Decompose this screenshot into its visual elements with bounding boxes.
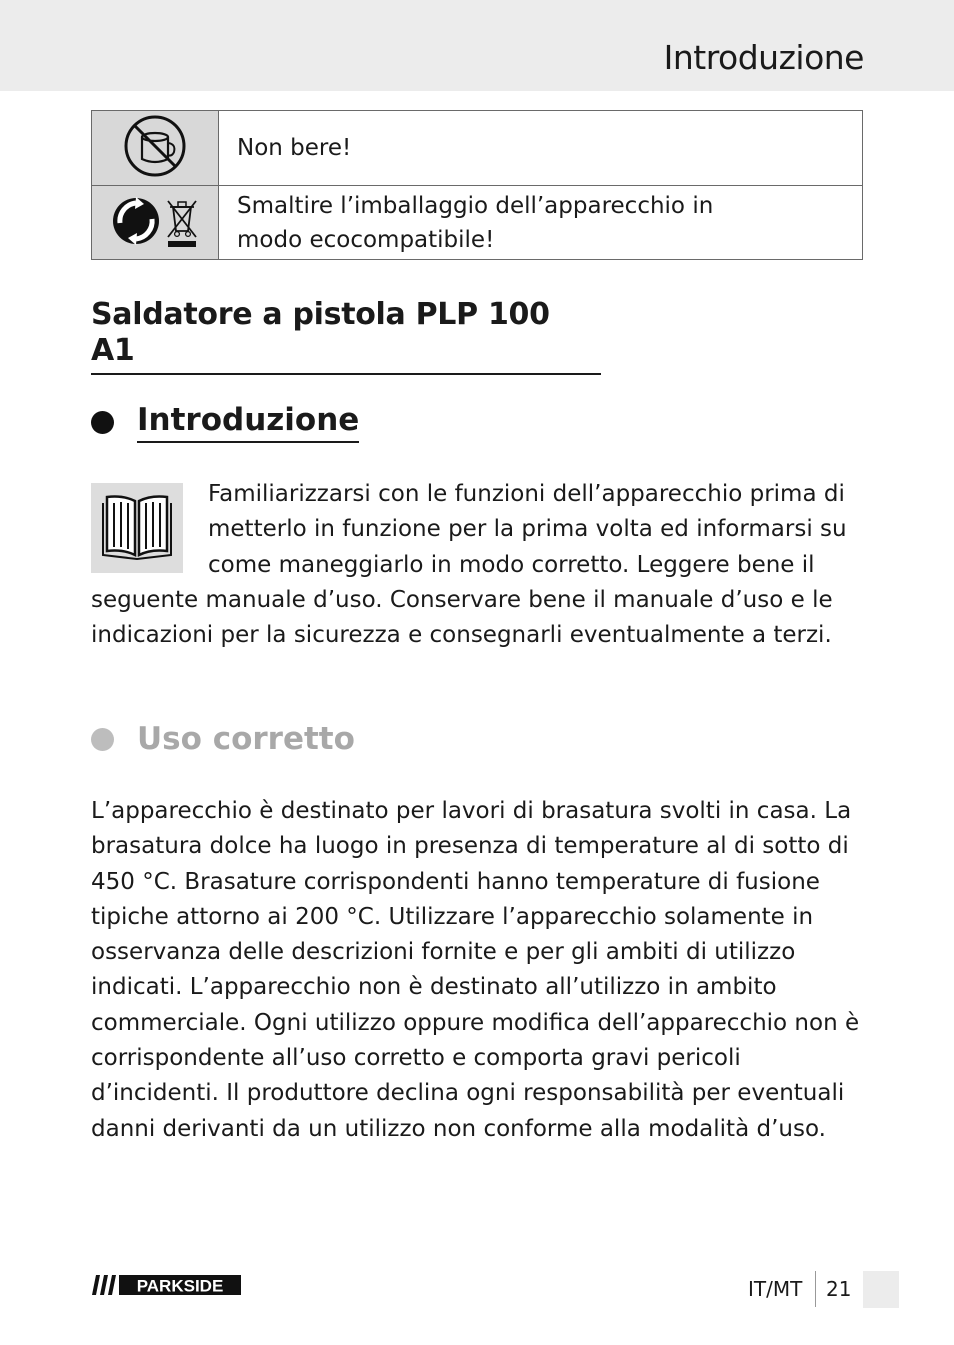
symbol-description: Non bere! xyxy=(219,111,863,186)
no-drinking-icon xyxy=(122,113,188,179)
brand-name: PARKSIDE xyxy=(136,1276,224,1296)
uso-corretto-paragraph: L’apparecchio è destinato per lavori di brasatura svolti in casa. La brasatura dolce ha luogo in presenza di temperature al di sotto di 450 °C. Brasature corrispondenti hanno temperature di fusione tipiche attorno ai 200 °C. Utilizzare l’apparecchio solamente in osservanza delle descrizioni fornite e per gli ambiti di utilizzo indicati. L’apparecchio non è destinato all’utilizzo in ambito commerciale. Ogni utilizzo oppure modifica dell’apparecchio non è corrispondente all’uso corretto e comporta gravi pericoli d’incidenti. Il produttore declina ogni responsabilità per eventuali danni derivanti da un utilizzo non conforme alla modalità d’uso. xyxy=(91,798,860,1142)
product-title: Saldatore a pistola PLP 100 A1 xyxy=(91,297,601,375)
symbol-description xyxy=(219,186,863,260)
symbol-cell xyxy=(92,186,219,260)
float-spacer xyxy=(91,477,208,577)
bullet-icon xyxy=(91,728,114,751)
recycling-weee-icon xyxy=(110,193,200,249)
intro-heading-label: Introduzione xyxy=(137,401,359,443)
bullet-icon xyxy=(91,411,114,434)
page-header-title: Introduzione xyxy=(663,38,864,77)
page-number: 21 xyxy=(826,1277,852,1301)
symbol-description-line: modo ecocompatibile! xyxy=(237,226,495,253)
footer-divider xyxy=(815,1271,816,1307)
symbols-table xyxy=(91,110,863,260)
language-code: IT/MT xyxy=(748,1277,803,1301)
uso-corretto-heading-label: Uso corretto xyxy=(137,721,355,757)
symbols-table-row xyxy=(92,111,863,186)
intro-paragraph: Familiarizzarsi con le funzioni dell’apparecchio prima di metterlo in funzione per la prima volta ed informarsi su come maneggiarlo in modo corretto. Leggere bene il seguente manuale d’uso. Conservare bene il manuale d’uso e le indicazioni per la sicurezza e consegnarli eventualmente a terzi. xyxy=(91,481,847,649)
footer-grey-box xyxy=(863,1271,899,1308)
intro-heading xyxy=(91,401,359,443)
symbol-description-line: Smaltire l’imballaggio dell’apparecchio in xyxy=(237,192,714,219)
symbol-cell xyxy=(92,111,219,186)
uso-corretto-heading xyxy=(91,720,355,758)
parkside-logo xyxy=(91,1273,241,1301)
intro-paragraph-wrapper xyxy=(91,477,866,653)
symbols-table-row xyxy=(92,186,863,260)
